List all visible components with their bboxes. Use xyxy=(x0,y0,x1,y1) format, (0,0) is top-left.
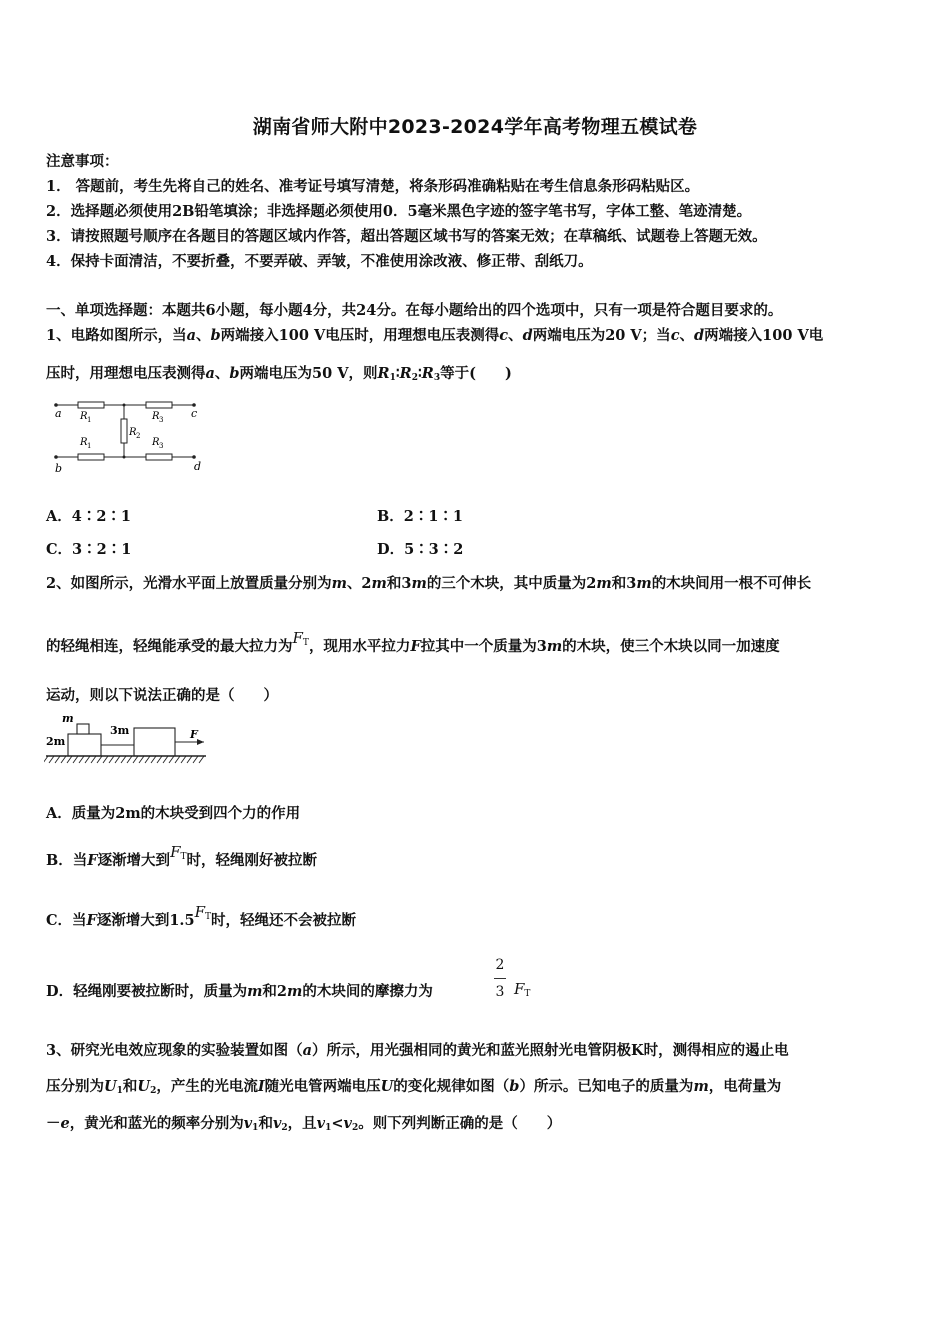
q3-line-3: －e，黄光和蓝光的频率分别为$v_1$和$v_2$，且$v_1<v_2$。则下列判断正确的是（ ） xyxy=(46,1115,562,1133)
tension-symbol: $F_T$ xyxy=(514,980,531,999)
q2-line-1: 2、如图所示，光滑水平面上放置质量分别为m、2m和3m的三个木块，其中质量为2m和3m的木块间用一根不可伸长 xyxy=(46,575,812,592)
terminal-d: d xyxy=(194,460,202,473)
label-r1-bottom-sub: 1 xyxy=(87,442,92,450)
terminal-b: b xyxy=(55,462,63,475)
label-3m: 3m xyxy=(110,724,130,737)
label-r2-sub: 2 xyxy=(136,432,141,440)
label-r3-bottom-sub: 3 xyxy=(159,442,164,450)
ground-hatch-mark xyxy=(139,756,144,763)
ground-hatch-mark xyxy=(97,756,102,763)
q1-line-2: 压时，用理想电压表测得a、b两端电压为50 V，则$R_1∶R_2∶R_3$等于( ) xyxy=(46,365,512,383)
ground-hatch-mark xyxy=(49,756,54,763)
q2-line-3: 运动，则以下说法正确的是（ ） xyxy=(46,687,278,704)
ground-hatch-mark xyxy=(151,756,156,763)
ground-hatch-mark xyxy=(169,756,174,763)
ground-hatch-mark xyxy=(175,756,180,763)
ground-hatch-mark xyxy=(121,756,126,763)
ground-hatch-mark xyxy=(44,756,48,763)
q3-line-2: 压分别为$U_1$和$U_2$，产生的光电流I随光电管两端电压U的变化规律如图（b）所示。已知电子的质量为m，电荷量为 xyxy=(46,1078,782,1096)
ground-hatch-mark xyxy=(55,756,60,763)
label-force: F xyxy=(190,728,198,741)
ground-hatch-mark xyxy=(145,756,150,763)
q3-line-1: 3、研究光电效应现象的实验装置如图（a）所示，用光强相同的黄光和蓝光照射光电管阴极K时，测得相应的遏止电 xyxy=(46,1042,789,1059)
fraction-numerator: 2 xyxy=(495,957,505,973)
circuit-diagram xyxy=(46,395,216,480)
blocks-diagram xyxy=(44,712,209,770)
label-r3-top: R xyxy=(152,411,160,422)
q1-option-c[interactable]: C．3∶2∶1 xyxy=(46,541,132,558)
ground-hatch-mark xyxy=(157,756,162,763)
q1-option-b[interactable]: B．2∶1∶1 xyxy=(377,508,464,525)
ground-hatch-mark xyxy=(193,756,198,763)
notice-item-4: 4．保持卡面清洁，不要折叠，不要弄破、弄皱，不准使用涂改液、修正带、刮纸刀。 xyxy=(46,253,593,270)
ground-hatch-mark xyxy=(79,756,84,763)
ground-hatch-mark xyxy=(91,756,96,763)
q2-line-2: 的轻绳相连，轻绳能承受的最大拉力为$F_T$，现用水平拉力F拉其中一个质量为3m的木块，使三个木块以同一加速度 xyxy=(46,629,780,655)
ground-hatch-mark xyxy=(61,756,66,763)
ground-hatch-mark xyxy=(127,756,132,763)
terminal-c: c xyxy=(191,407,198,420)
ground-hatch-mark xyxy=(85,756,90,763)
notice-item-3: 3．请按照题号顺序在各题目的答题区域内作答，超出答题区域书写的答案无效；在草稿纸、试题卷上答题无效。 xyxy=(46,228,767,245)
q1-option-a[interactable]: A．4∶2∶1 xyxy=(46,508,132,525)
label-r3-bottom: R xyxy=(152,437,160,448)
ground-hatch-mark xyxy=(109,756,114,763)
ground-hatch-mark xyxy=(115,756,120,763)
ground-hatch-mark xyxy=(163,756,168,763)
fraction-bar xyxy=(494,978,506,979)
terminal-a: a xyxy=(55,407,62,420)
label-r3-top-sub: 3 xyxy=(159,416,164,424)
label-r2: R xyxy=(129,427,137,438)
ground-hatch-mark xyxy=(199,756,204,763)
q1-line-1: 1、电路如图所示，当a、b两端接入100 V电压时，用理想电压表测得c、d两端电压为20 V；当c、d两端接入100 V电 xyxy=(46,327,824,344)
notice-heading: 注意事项： xyxy=(46,153,119,170)
q2-option-c[interactable]: C．当F逐渐增大到$1.5F_T$时，轻绳还不会被拉断 xyxy=(46,903,357,929)
q2-option-b[interactable]: B．当F逐渐增大到$F_T$时，轻绳刚好被拉断 xyxy=(46,843,317,869)
section-heading: 一、单项选择题：本题共6小题，每小题4分，共24分。在每小题给出的四个选项中，只有一项是符合题目要求的。 xyxy=(46,302,783,319)
ground-hatch-mark xyxy=(133,756,138,763)
ground-hatch-mark xyxy=(103,756,108,763)
ground-hatch-mark xyxy=(67,756,72,763)
label-m: m xyxy=(62,712,74,725)
q2-option-a[interactable]: A．质量为2m的木块受到四个力的作用 xyxy=(46,805,301,822)
notice-item-2: 2．选择题必须使用2B铅笔填涂；非选择题必须使用0．5毫米黑色字迹的签字笔书写，字体工整、笔迹清楚。 xyxy=(46,203,752,220)
ground-hatch-mark xyxy=(73,756,78,763)
label-r1-top-sub: 1 xyxy=(87,416,92,424)
label-r1-top: R xyxy=(80,411,88,422)
label-r1-bottom: R xyxy=(80,437,88,448)
q2-option-d[interactable]: D．轻绳刚要被拉断时，质量为m和2m的木块间的摩擦力为 xyxy=(46,983,433,1000)
fraction-denominator: 3 xyxy=(495,984,505,1000)
ground-hatch-mark xyxy=(187,756,192,763)
notice-item-1: 1． 答题前，考生先将自己的姓名、准考证号填写清楚，将条形码准确粘贴在考生信息条形码粘贴区。 xyxy=(46,178,700,195)
label-2m: 2m xyxy=(46,735,66,748)
q1-option-d[interactable]: D．5∶3∶2 xyxy=(377,541,464,558)
exam-title: 湖南省师大附中2023-2024学年高考物理五模试卷 xyxy=(252,116,698,138)
ground-hatch-mark xyxy=(181,756,186,763)
